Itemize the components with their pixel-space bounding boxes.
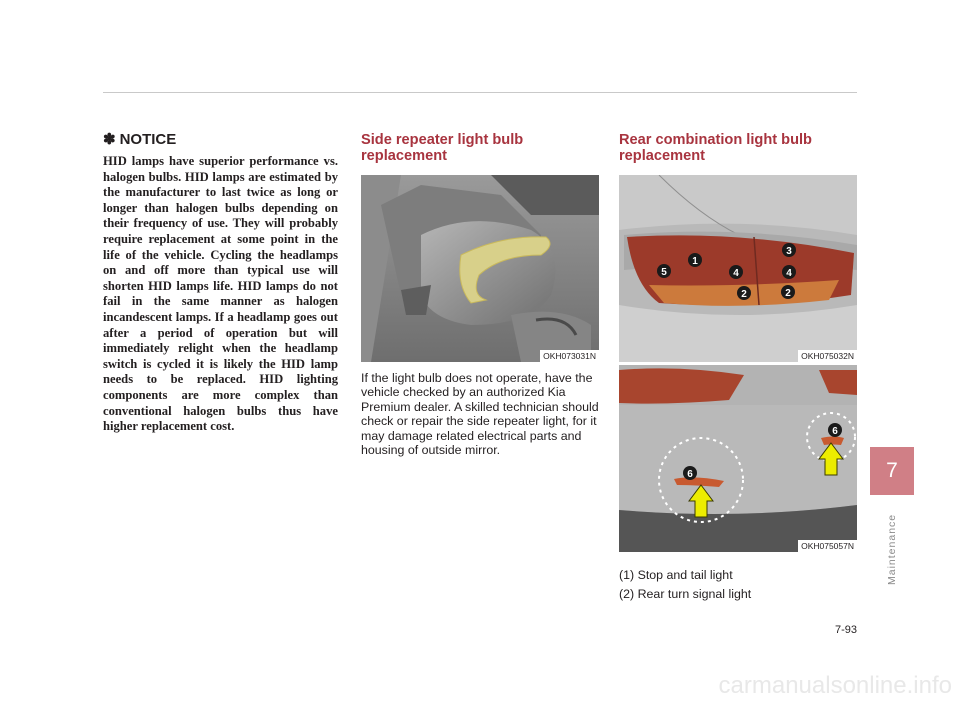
bulb-list: [619, 568, 857, 606]
side-repeater-heading: Side repeater light bulb replacement: [361, 132, 524, 164]
notice-section: [103, 130, 338, 435]
callout-4b: 4: [786, 268, 792, 279]
page-number: 7-93: [834, 624, 857, 636]
list-item: (1) Stop and tail light: [619, 568, 733, 582]
rear-light-illustration: [619, 175, 857, 362]
callout-6a: 6: [687, 469, 693, 480]
top-rule: [103, 92, 857, 93]
rear-bumper-figure-code: OKH075057N: [798, 540, 857, 552]
watermark: carmanualsonline.info: [718, 672, 952, 699]
callout-3: 3: [786, 246, 792, 257]
rear-combination-heading: Rear combination light bulb replacement: [619, 132, 812, 164]
notice-title: [103, 130, 338, 148]
rear-bumper-illustration: [619, 365, 857, 552]
section-label: Maintenance: [886, 513, 898, 585]
callout-1: 1: [692, 256, 698, 267]
callout-5: 5: [661, 267, 667, 278]
rear-light-figure-code: OKH075032N: [798, 350, 857, 362]
chapter-tab: 7: [870, 447, 914, 495]
rear-light-figure: [619, 175, 857, 362]
rear-combination-section: [619, 133, 857, 164]
notice-asterisk-icon: ✽: [103, 131, 116, 148]
callout-6b: 6: [832, 426, 838, 437]
list-item: (2) Rear turn signal light: [619, 587, 752, 601]
callout-2a: 2: [741, 289, 747, 300]
rear-bumper-figure: [619, 365, 857, 552]
notice-body: HID lamps have superior performance vs. halogen bulbs. HID lamps are estimated by the manufacturer to last twice as long or longer than halogen bulbs depending on their frequency of use. They will probably require replacement at some point in the life of the vehicle. Cycling the headlamps on and off more than typical use will shorten HID lamps life. HID lamps do not fail in the same manner as halogen incandescent lamps. If a headlamp goes out after a period of operation but will immediately relight when the headlamp switch is cycled it is likely the HID lamp needs to be replaced. HID lighting components are more complex than conventional halogen bulbs thus have higher replacement cost.: [103, 154, 338, 434]
side-mirror-figure: [361, 175, 599, 362]
side-repeater-text: [361, 371, 599, 457]
callout-4a: 4: [733, 268, 739, 279]
side-mirror-illustration: [361, 175, 599, 362]
callout-2b: 2: [785, 288, 791, 299]
side-repeater-section: [361, 133, 599, 164]
side-repeater-body: If the light bulb does not operate, have the vehicle checked by an authorized Kia Premium dealer. A skilled technician should check or repair the side repeater light, for it may damage related electrical parts and housing of outside mirror.: [361, 371, 599, 458]
side-mirror-figure-code: OKH073031N: [540, 350, 599, 362]
notice-title-text: NOTICE: [119, 130, 177, 148]
